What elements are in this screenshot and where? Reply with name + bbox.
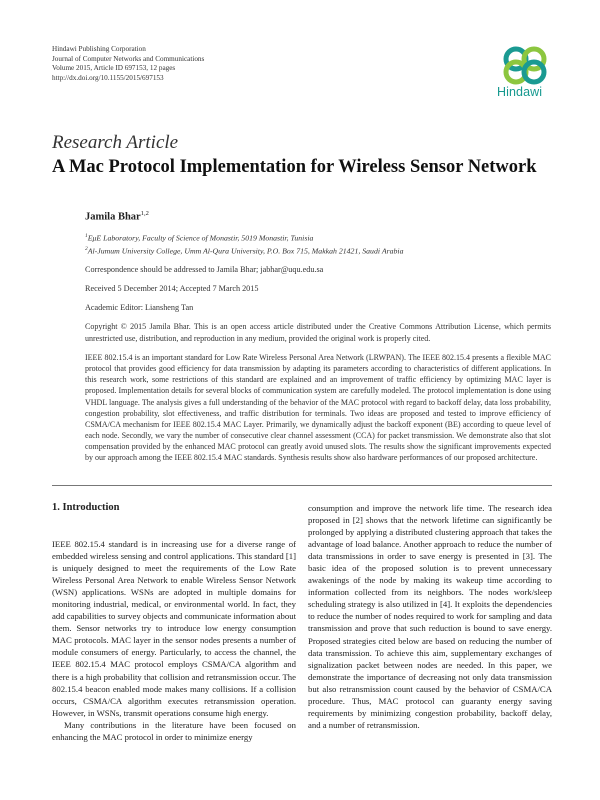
- affiliation-2-mark: 2: [85, 246, 88, 252]
- affiliation-2-text: Al-Jumum University College, Umm Al-Qura University, P.O. Box 715, Makkah 21421, Saudi Arabia: [87, 246, 404, 256]
- journal-line: Journal of Computer Networks and Communications: [52, 54, 205, 63]
- affiliation-1-text: EμE Laboratory, Faculty of Science of Monastir, 5019 Monastir, Tunisia: [87, 233, 314, 243]
- received-accepted-dates: Received 5 December 2014; Accepted 7 March 2015: [85, 284, 259, 293]
- intro-paragraph-1: IEEE 802.15.4 standard is in increasing use for a diverse range of embedded wireless sensing and control applications. This standard [1] is uniquely designed to meet the requirements of the Low Rate Wireless Personal Area Network to enable Wireless Sensor Network (WSN) applications. WSNs are adopted in multiple domains for monitoring industrial, medical, or environmental world. In fact, they add capabilities to survey objects and communicate information about them. Sensor networks try to introduce low energy consumption MAC protocols. MAC layer in the sensor nodes presents a number of module consumers of energy. Particularly, to access the channel, the IEEE 802.15.4 MAC protocol employs CSMA/CA algorithm and there is a high probability that collision and retransmission occur. The 802.15.4 beacon enabled mode makes many collisions. If a collision occurs, CSMA/CA algorithm executes retransmission operation. However, in WSNs, transmit operations consume high energy.: [52, 539, 296, 718]
- paper-title: A Mac Protocol Implementation for Wireless Sensor Network: [52, 157, 537, 177]
- copyright-notice: Copyright © 2015 Jamila Bhar. This is an open access article distributed under the Creative Commons Attribution License, which permits unrestricted use, distribution, and reproduction in any medium, provided the original work is properly cited.: [85, 322, 551, 343]
- section-divider: [52, 485, 552, 486]
- affiliation-1-mark: 1: [85, 233, 88, 239]
- author-affil-marks: 1,2: [140, 210, 149, 217]
- intro-paragraph-2: Many contributions in the literature have been focused on enhancing the MAC protocol in order to minimize energy: [52, 719, 296, 742]
- affiliation-2: [85, 246, 403, 256]
- correspondence: Correspondence should be addressed to Jamila Bhar; jabhar@uqu.edu.sa: [85, 265, 324, 274]
- author-name-text: Jamila Bhar: [85, 211, 141, 223]
- author-name: [85, 210, 149, 223]
- body-column-left: [52, 538, 296, 743]
- volume-line: Volume 2015, Article ID 697153, 12 pages: [52, 64, 176, 72]
- abstract: IEEE 802.15.4 is an important standard for Low Rate Wireless Personal Area Network (LRWPAN). The IEEE 802.15.4 presents a flexible MAC protocol that provides good efficiency for data transmission by adapting its parameters according to characteristics of different applications. In this research work, some restrictions of this standard are explained and an improvement of traffic efficiency by optimizing MAC layer is proposed. Implementation details for several blocks of communication system are carefully modeled. The protocol implementation is done using VHDL language. The analysis gives a full understanding of the behavior of the MAC protocol with regard to backoff delay, data loss probability, congestion probability, slot effectiveness, and traffic distribution for terminals. Two ideas are proposed and tested to improve efficiency of CSMA/CA mechanism for IEEE 802.15.4 MAC Layer. Primarily, we dynamically adjust the backoff exponent (BE) according to queue level of each node. Secondly, we vary the number of consecutive clear channel assessment (CCA) for packet transmission. We demonstrate also that slot compensation provided by the enhanced MAC protocol can greatly avoid unused slots. The results show the significant improvements expected by our approach among the IEEE 802.15.4 MAC standards. Synthesis results show also hardware performances of our proposed architecture.: [85, 353, 551, 463]
- hindawi-logo: [497, 45, 553, 99]
- doi-link[interactable]: http://dx.doi.org/10.1155/2015/697153: [52, 73, 164, 82]
- article-type: Research Article: [52, 132, 179, 153]
- affiliation-1: [85, 233, 313, 243]
- intro-paragraph-2-continued: consumption and improve the network life time. The research idea proposed in [2] shows that the network lifetime can significantly be prolonged by applying a distributed clustering approach that takes the advantage of load balance. Another approach to reduce the number of data transmissions in order to save energy is presented in [3]. The basic idea of the proposed solution is to prevent unnecessary awakenings of the node by making its wakeup time according to information collected from its neighbors. The nodes work/sleep scheduling strategy is also utilized in [4]. It exploits the dependencies to reduce the number of nodes required to work for sampling and data transmission and prove that such reduction is bound to save energy. Proposed strategies cited below are based on reducing the number of data transmission. To achieve this aim, supplementary exchanges of signalization packet between nodes are needed. In this paper, we demonstrate the importance of decreasing not only data transmission but also retransmission count caused by the behavior of CSMA/CA procedure. Thus, MAC protocol can guaranty energy saving requirements by minimizing congestion probability, backoff delay, and a number of retransmission.: [308, 503, 552, 730]
- hindawi-brand: Hindawi: [497, 85, 543, 99]
- section-heading-introduction: 1. Introduction: [52, 502, 120, 513]
- publisher-line: Hindawi Publishing Corporation: [52, 45, 146, 53]
- body-column-right: [308, 502, 552, 731]
- hindawi-rings-icon: [501, 45, 549, 85]
- academic-editor: Academic Editor: Liansheng Tan: [85, 303, 194, 312]
- journal-header: [52, 45, 204, 83]
